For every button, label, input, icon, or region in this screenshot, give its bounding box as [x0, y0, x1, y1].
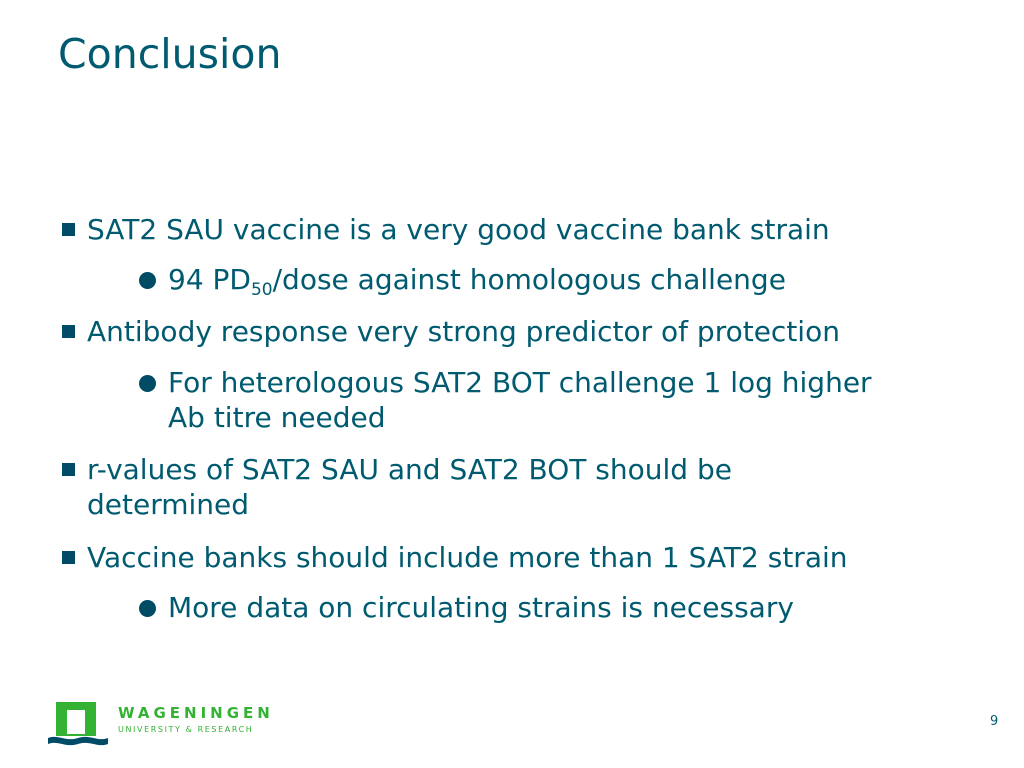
bullet-text: Antibody response very strong predictor of protection: [87, 315, 840, 348]
bullet-4: [87, 540, 848, 575]
wageningen-emblem-icon: [46, 700, 110, 748]
bullet-2: [87, 314, 840, 349]
sub-bullet-suffix: /dose against homologous challenge: [272, 263, 786, 296]
sub-bullet-1: [168, 262, 786, 300]
bullet-line-1: r-values of SAT2 SAU and SAT2 BOT should be: [87, 453, 732, 486]
sub-bullet-text: More data on circulating strains is necessary: [168, 591, 794, 624]
sub-bullet-prefix: 94 PD: [168, 263, 251, 296]
square-bullet-icon: [62, 223, 75, 236]
round-bullet-icon: [139, 272, 156, 289]
wageningen-logo: [46, 700, 286, 748]
sub-bullet-line-1: For heterologous SAT2 BOT challenge 1 log higher: [168, 366, 872, 399]
square-bullet-icon: [62, 325, 75, 338]
round-bullet-icon: [139, 600, 156, 617]
slide-title: Conclusion: [58, 30, 282, 78]
bullet-text: SAT2 SAU vaccine is a very good vaccine bank strain: [87, 213, 830, 246]
bullet-3: [87, 452, 732, 522]
sub-bullet-3: [168, 590, 794, 625]
sub-bullet-subscript: 50: [250, 280, 273, 300]
bullet-text: Vaccine banks should include more than 1 SAT2 strain: [87, 541, 848, 574]
logo-name: WAGENINGEN: [118, 704, 274, 722]
sub-bullet-2: [168, 365, 872, 435]
square-bullet-icon: [62, 551, 75, 564]
round-bullet-icon: [139, 375, 156, 392]
bullet-1: [87, 212, 830, 247]
square-bullet-icon: [62, 463, 75, 476]
bullet-line-2: determined: [87, 488, 250, 521]
logo-subtitle: UNIVERSITY & RESEARCH: [118, 725, 254, 734]
page-number: 9: [990, 714, 999, 729]
sub-bullet-line-2: Ab titre needed: [168, 401, 386, 434]
